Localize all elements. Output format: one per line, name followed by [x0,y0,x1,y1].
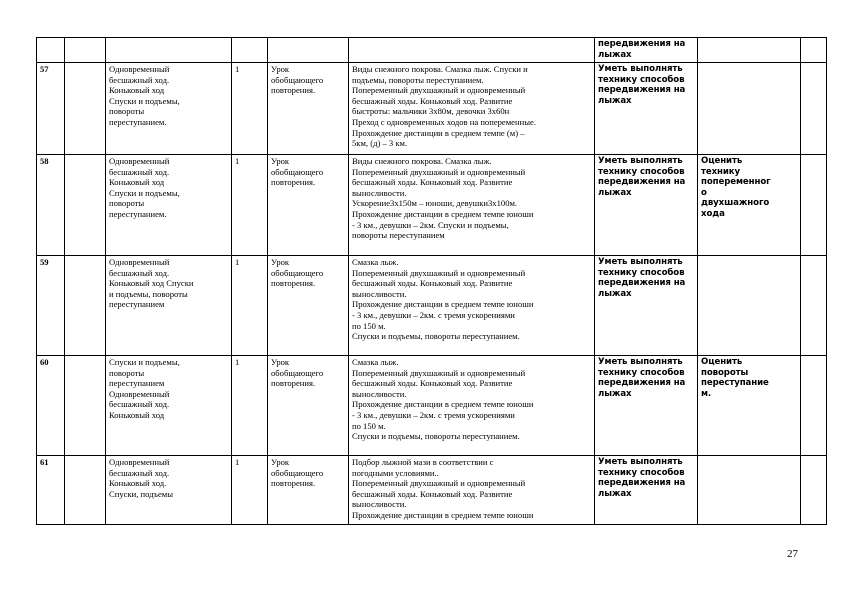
empty-cell [65,256,106,356]
type-line: повторения. [271,85,316,96]
requirement-line: технику способов [598,367,685,378]
topic-line: бесшажный ход. [109,467,170,478]
table-row [37,155,827,256]
table-row [37,256,827,356]
extra-cell [801,38,827,63]
lesson-type-cell [268,356,349,456]
requirement-cell [595,456,698,525]
requirement-line: передвижения на [598,378,686,389]
type-line: повторения. [271,378,316,389]
control-line: попеременног [701,177,771,188]
content-line: Спуски и подъемы, повороты переступанием. [352,431,520,442]
control-line: хода [701,208,725,219]
requirement-line: лыжах [598,488,632,499]
topic-cell [106,356,232,456]
extra-cell [801,256,827,356]
control-line: Оценить [701,357,743,367]
topic-line: Одновременный [109,257,170,267]
page-number: 27 [787,548,798,560]
empty-cell [65,155,106,256]
topic-cell [106,456,232,525]
content-line: бесшажный ходы. Коньковый ход. Развитие [352,488,513,499]
empty-cell [65,63,106,155]
topic-line: Коньковый ход. [109,478,167,489]
content-line: Спуски и подъемы, повороты переступанием. [352,331,520,342]
table-body [37,38,827,525]
topic-line: Спуски, подъемы [109,488,174,499]
requirement-line: Уметь выполнять [598,64,683,74]
topic-line: Одновременный [109,457,170,467]
hours-cell: 1 [232,456,268,525]
content-line: Попеременный двухшажный и одновременный [352,478,526,489]
hours-cell: 1 [232,256,268,356]
requirement-line: лыжах [598,187,632,198]
requirement-line: лыжах [598,95,632,106]
content-line: повороты переступанием [352,230,445,241]
lesson-type-cell [268,63,349,155]
content-cell [349,456,595,525]
content-line: Преход с одновременных ходов на попеременные. [352,116,536,127]
control-cell [698,256,801,356]
topic-line: переступанием [109,299,165,310]
extra-cell [801,456,827,525]
num-cell [37,38,65,63]
content-line: выносливости. [352,388,407,399]
topic-line: Спуски и подъемы, [109,357,180,367]
type-line: Урок [271,457,290,467]
content-line: Ускорение3х150м – юноши, девушки3х100м. [352,198,518,209]
extra-cell [801,155,827,256]
type-line: повторения. [271,177,316,188]
content-line: Прохождение дистанции в среднем темпе юноши [352,208,534,219]
content-line: Виды снежного покрова. Смазка лыж. [352,156,492,166]
content-line: Смазка лыж. [352,357,399,367]
control-line: о [701,187,707,198]
topic-cell [106,63,232,155]
content-cell [349,155,595,256]
type-line: Урок [271,257,290,267]
requirement-line: передвижения на [598,85,686,96]
requirement-cell [595,256,698,356]
type-line: обобщающего [271,367,324,378]
content-line: Попеременный двухшажный и одновременный [352,85,526,96]
hours-cell [232,38,268,63]
empty-cell [65,456,106,525]
content-line: Попеременный двухшажный и одновременный [352,367,526,378]
lesson-number-cell: 58 [37,155,65,256]
table-row [37,356,827,456]
requirement-line: Уметь выполнять [598,457,683,467]
lesson-number-cell: 60 [37,356,65,456]
lesson-type-cell [268,456,349,525]
requirement-cell [595,155,698,256]
empty-cell [65,356,106,456]
content-line: Попеременный двухшажный и одновременный [352,166,526,177]
table-row [37,63,827,155]
content-line: - 3 км., девушки – 2км. Спуски и подъемы, [352,219,509,230]
topic-cell [106,38,232,63]
content-line: бесшажный ходы. Коньковый ход. Развитие [352,278,513,289]
control-cell [698,63,801,155]
requirement-line: Уметь выполнять [598,156,683,166]
hours-cell: 1 [232,356,268,456]
topic-cell [106,155,232,256]
type-line: Урок [271,156,290,166]
control-cell [698,155,801,256]
type-cell [268,38,349,63]
content-line: по 150 м. [352,320,386,331]
control-line: переступание [701,378,769,389]
topic-line: Коньковый ход Спуски [109,278,194,289]
lesson-number-cell: 57 [37,63,65,155]
topic-line: Коньковый ход [109,177,165,188]
control-cell [698,456,801,525]
content-line: выносливости. [352,187,407,198]
content-line: Подбор лыжной мази в соответствии с [352,457,494,467]
content-line: бесшажный ходы. Коньковый ход. Развитие [352,378,513,389]
content-line: Попеременный двухшажный и одновременный [352,267,526,278]
lesson-type-cell [268,155,349,256]
hours-cell: 1 [232,63,268,155]
hours-cell: 1 [232,155,268,256]
topic-line: Спуски и подъемы, [109,187,180,198]
table-row [37,456,827,525]
extra-cell [801,63,827,155]
control-line: двухшажного [701,198,770,209]
topic-line: бесшажный ход. [109,166,170,177]
topic-line: Одновременный [109,64,170,74]
requirement-cell: передвижения на лыжах [595,38,698,63]
type-line: обобщающего [271,467,324,478]
requirement-line: лыжах [598,288,632,299]
content-cell [349,63,595,155]
topic-line: бесшажный ход. [109,267,170,278]
type-line: Урок [271,64,290,74]
type-line: повторения. [271,478,316,489]
control-line: м. [701,388,712,399]
lesson-number-cell: 61 [37,456,65,525]
requirement-cell [595,63,698,155]
content-line: 5км, (д) – 3 км. [352,138,408,149]
type-line: обобщающего [271,166,324,177]
empty-cell [65,38,106,63]
requirement-line: технику способов [598,166,685,177]
control-line: Оценить [701,156,743,166]
topic-line: повороты [109,198,145,209]
content-line: по 150 м. [352,420,386,431]
type-line: обобщающего [271,267,324,278]
content-line: - 3 км., девушки – 2км. с тремя ускорениями [352,409,515,420]
topic-line: повороты [109,106,145,117]
requirement-cell [595,356,698,456]
extra-cell [801,356,827,456]
control-line: технику [701,166,741,177]
content-line: погодными условиями.. [352,467,439,478]
content-line: бесшажный ходы. Коньковый ход. Развитие [352,95,513,106]
topic-line: Одновременный [109,388,170,399]
requirement-line: передвижения на [598,478,686,489]
requirement-line: лыжах [598,388,632,399]
content-line: выносливости. [352,499,407,510]
content-line: быстроты: мальчики 3х80м, девочки 3х60н [352,106,510,117]
content-line: Прохождение дистанции в среднем темпе юноши [352,509,534,520]
content-cell [349,38,595,63]
content-line: выносливости. [352,288,407,299]
control-line: повороты [701,367,749,378]
content-line: Прохождение дистанции в среднем темпе (м) – [352,127,525,138]
topic-line: переступанием. [109,208,167,219]
lesson-type-cell [268,256,349,356]
topic-line: переступанием [109,378,165,389]
type-line: повторения. [271,278,316,289]
requirement-line: технику способов [598,467,685,478]
content-line: бесшажный ходы. Коньковый ход. Развитие [352,177,513,188]
requirement-line: технику способов [598,74,685,85]
lesson-number-cell: 59 [37,256,65,356]
content-cell [349,356,595,456]
requirement-line: передвижения на [598,278,686,289]
content-line: - 3 км., девушки – 2км. с тремя ускорениями [352,309,515,320]
lesson-plan-table [36,37,827,525]
topic-line: переступанием. [109,116,167,127]
topic-line: бесшажный ход. [109,74,170,85]
requirement-line: передвижения на [598,177,686,188]
requirement-line: Уметь выполнять [598,357,683,367]
content-line: подъемы, повороты переступанием. [352,74,484,85]
requirement-line: технику способов [598,267,685,278]
requirement-line: Уметь выполнять [598,257,683,267]
content-line: Смазка лыж. [352,257,399,267]
content-line: Виды снежного покрова. Смазка лыж. Спуски и [352,64,528,74]
topic-line: Коньковый ход [109,85,165,96]
topic-line: и подъемы, повороты [109,288,188,299]
control-cell [698,38,801,63]
table-row [37,38,827,63]
content-line: Прохождение дистанции в среднем темпе юноши [352,299,534,310]
topic-line: повороты [109,367,145,378]
content-cell [349,256,595,356]
control-cell [698,356,801,456]
topic-cell [106,256,232,356]
topic-line: Коньковый ход [109,409,165,420]
type-line: Урок [271,357,290,367]
type-line: обобщающего [271,74,324,85]
content-line: Прохождение дистанции в среднем темпе юноши [352,399,534,410]
topic-line: Одновременный [109,156,170,166]
topic-line: Спуски и подъемы, [109,95,180,106]
topic-line: бесшажный ход. [109,399,170,410]
